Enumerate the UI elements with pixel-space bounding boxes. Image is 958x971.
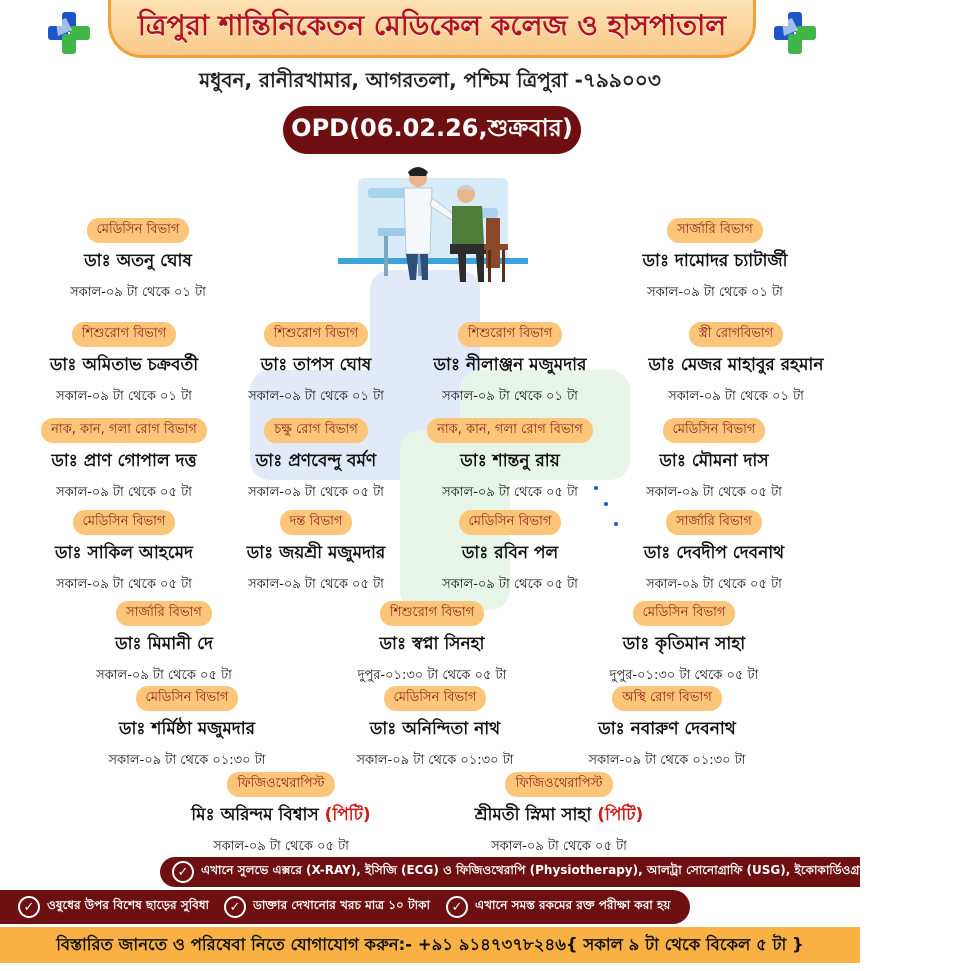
consultation-time: সকাল-০৯ টা থেকে ০১:৩০ টা bbox=[108, 753, 266, 768]
benefit-text: ডাক্তার দেখানোর খরচ মাত্র ১০ টাকা bbox=[253, 898, 430, 912]
doctor-name: ডাঃ মিমানী দে bbox=[115, 634, 213, 654]
consultation-time: সকাল-০৯ টা থেকে ০১ টা bbox=[70, 285, 206, 300]
consultation-time: সকাল-০৯ টা থেকে ০৫ টা bbox=[213, 839, 349, 854]
doctor-card bbox=[600, 218, 830, 304]
doctor-card bbox=[322, 601, 542, 687]
facilities-text: এখানে সুলভে এক্সরে (X-RAY), ইসিজি (ECG) ও ফিজিওথেরাপি (Physiotherapy), আলট্রা সোনোগ্রাফি (USG), ইকোকার্ডিওগ্রাফি (ECO) করা হয় bbox=[201, 863, 958, 877]
consultation-time: সকাল-০৯ টা থেকে ০১:৩০ টা bbox=[588, 753, 746, 768]
benefit-item bbox=[224, 896, 430, 918]
doctor-card bbox=[156, 772, 406, 858]
doctor-card bbox=[614, 418, 814, 504]
consultation-time: সকাল-০৯ টা থেকে ০১ টা bbox=[442, 389, 578, 404]
doctor-name: ডাঃ নবারুণ দেবনাথ bbox=[598, 719, 736, 739]
department-badge: মেডিসিন বিভাগ bbox=[459, 510, 562, 535]
department-badge: শিশুরোগ বিভাগ bbox=[72, 322, 176, 347]
department-badge: সার্জারি বিভাগ bbox=[667, 218, 763, 243]
benefit-text: ওষুধের উপর বিশেষ ছাড়ের সুবিধা bbox=[47, 898, 210, 912]
doctor-card bbox=[552, 686, 782, 772]
doctor-name bbox=[475, 802, 644, 830]
consultation-time: সকাল-০৯ টা থেকে ০১ টা bbox=[56, 389, 192, 404]
pt-suffix: (পিটি) bbox=[324, 805, 371, 825]
department-badge: দন্ত বিভাগ bbox=[280, 510, 353, 535]
department-badge: শিশুরোগ বিভাগ bbox=[458, 322, 562, 347]
hospital-logo-left-icon bbox=[46, 10, 92, 56]
consultation-time: সকাল-০৯ টা থেকে ০৫ টা bbox=[442, 577, 578, 592]
doctor-card bbox=[320, 686, 550, 772]
doctor-card bbox=[216, 418, 416, 504]
department-badge: নাক, কান, গলা রোগ বিভাগ bbox=[427, 418, 593, 443]
consultation-time: সকাল-০৯ টা থেকে ০১:৩০ টা bbox=[356, 753, 514, 768]
doctor-card bbox=[574, 601, 794, 687]
consultation-time: সকাল-০৯ টা থেকে ০৫ টা bbox=[442, 485, 578, 500]
doctor-card bbox=[400, 510, 620, 596]
doctor-card bbox=[64, 601, 264, 687]
doctor-patient-illustration bbox=[338, 158, 528, 290]
doctor-name: ডাঃ কৃতিমান সাহা bbox=[622, 634, 746, 654]
doctor-card bbox=[614, 510, 814, 596]
consultation-time: সকাল-০৯ টা থেকে ০১ টা bbox=[668, 389, 804, 404]
consultation-time: সকাল-০৯ টা থেকে ০৫ টা bbox=[96, 668, 232, 683]
doctor-name: ডাঃ অতনু ঘোষ bbox=[84, 251, 192, 271]
department-badge: মেডিসিন বিভাগ bbox=[663, 418, 766, 443]
doctor-card bbox=[14, 322, 234, 408]
consultation-time: সকাল-০৯ টা থেকে ০১ টা bbox=[647, 285, 783, 300]
department-badge: স্ত্রী রোগবিভাগ bbox=[689, 322, 783, 347]
doctor-name: ডাঃ জয়শ্রী মজুমদার bbox=[246, 543, 386, 563]
department-badge: মেডিসিন বিভাগ bbox=[73, 510, 176, 535]
doctor-name bbox=[191, 802, 370, 830]
hospital-title: ত্রিপুরা শান্তিনিকেতন মেডিকেল কলেজ ও হাসপাতাল bbox=[108, 0, 756, 58]
consultation-time: সকাল-০৯ টা থেকে ০১ টা bbox=[248, 389, 384, 404]
doctor-card bbox=[216, 322, 416, 408]
doctor-name: ডাঃ শর্মিষ্ঠা মজুমদার bbox=[118, 719, 255, 739]
department-badge: শিশুরোগ বিভাগ bbox=[380, 601, 484, 626]
pt-suffix: (পিটি) bbox=[597, 805, 644, 825]
benefits-banner bbox=[0, 890, 690, 924]
doctor-name: ডাঃ রবিন পল bbox=[461, 543, 559, 563]
benefit-text: এখানে সমস্ত রকমের রক্ত পরীক্ষা করা হয় bbox=[475, 898, 671, 912]
department-badge: অস্থি রোগ বিভাগ bbox=[612, 686, 722, 711]
doctor-card bbox=[614, 322, 858, 408]
department-badge: মেডিসিন বিভাগ bbox=[633, 601, 736, 626]
department-badge: সার্জারি বিভাগ bbox=[666, 510, 762, 535]
doctor-name: ডাঃ প্রাণ গোপাল দত্ত bbox=[51, 451, 197, 471]
doctor-card bbox=[28, 218, 248, 304]
doctor-name: ডাঃ স্বপ্না সিনহা bbox=[379, 634, 485, 654]
doctor-name: ডাঃ তাপস ঘোষ bbox=[260, 355, 372, 375]
doctor-name: ডাঃ অমিতাভ চক্রবর্তী bbox=[49, 355, 199, 375]
consultation-time: সকাল-০৯ টা থেকে ০৫ টা bbox=[56, 485, 192, 500]
check-icon: ✓ bbox=[172, 861, 194, 883]
consultation-time: সকাল-০৯ টা থেকে ০৫ টা bbox=[646, 577, 782, 592]
check-icon: ✓ bbox=[18, 896, 40, 918]
department-badge: শিশুরোগ বিভাগ bbox=[264, 322, 368, 347]
doctor-card bbox=[434, 772, 684, 858]
hospital-address: মধুবন, রানীরখামার, আগরতলা, পশ্চিম ত্রিপুরা -৭৯৯০০৩ bbox=[199, 68, 661, 92]
consultation-time: দুপুর-০১:৩০ টা থেকে ০৫ টা bbox=[609, 668, 759, 683]
consultation-time: সকাল-০৯ টা থেকে ০৫ টা bbox=[248, 577, 384, 592]
opd-date-badge: OPD(06.02.26,শুক্রবার) bbox=[283, 106, 581, 154]
doctor-card bbox=[72, 686, 302, 772]
consultation-time: দুপুর-০১:৩০ টা থেকে ০৫ টা bbox=[357, 668, 507, 683]
department-badge: মেডিসিন বিভাগ bbox=[136, 686, 239, 711]
hospital-logo-right-icon bbox=[772, 10, 818, 56]
check-icon: ✓ bbox=[224, 896, 246, 918]
department-badge: সার্জারি বিভাগ bbox=[116, 601, 212, 626]
benefit-item bbox=[18, 896, 209, 918]
doctor-card bbox=[400, 418, 620, 504]
doctor-card bbox=[14, 418, 234, 504]
facilities-banner bbox=[160, 857, 958, 887]
doctor-name: ডাঃ নীলাঞ্জন মজুমদার bbox=[433, 355, 587, 375]
consultation-time: সকাল-০৯ টা থেকে ০৫ টা bbox=[56, 577, 192, 592]
doctor-name: ডাঃ সাকিল আহমেদ bbox=[55, 543, 193, 563]
department-badge: নাক, কান, গলা রোগ বিভাগ bbox=[41, 418, 207, 443]
doctor-name: ডাঃ প্রণবেন্দু বর্মণ bbox=[255, 451, 377, 471]
doctor-name: ডাঃ শান্তনু রায় bbox=[460, 451, 560, 471]
department-badge: চক্ষু রোগ বিভাগ bbox=[264, 418, 367, 443]
department-badge: মেডিসিন বিভাগ bbox=[87, 218, 190, 243]
consultation-time: সকাল-০৯ টা থেকে ০৫ টা bbox=[646, 485, 782, 500]
doctor-name-text: শ্রীমতী স্নিমা সাহা bbox=[474, 805, 592, 825]
doctor-name: ডাঃ দামোদর চ্যাটার্জী bbox=[642, 251, 788, 271]
department-badge: ফিজিওথেরাপিস্ট bbox=[505, 772, 612, 797]
consultation-time: সকাল-০৯ টা থেকে ০৫ টা bbox=[248, 485, 384, 500]
consultation-time: সকাল-০৯ টা থেকে ০৫ টা bbox=[491, 839, 627, 854]
doctor-card bbox=[216, 510, 416, 596]
department-badge: মেডিসিন বিভাগ bbox=[384, 686, 487, 711]
doctor-name: ডাঃ অনিন্দিতা নাথ bbox=[369, 719, 501, 739]
doctor-name: ডাঃ মৌমনা দাস bbox=[659, 451, 769, 471]
doctor-name: ডাঃ মেজর মাহাবুর রহমান bbox=[648, 355, 824, 375]
doctor-name: ডাঃ দেবদীপ দেবনাথ bbox=[643, 543, 785, 563]
doctor-card bbox=[14, 510, 234, 596]
department-badge: ফিজিওথেরাপিস্ট bbox=[227, 772, 334, 797]
benefit-item bbox=[446, 896, 670, 918]
doctor-name-text: মিঃ অরিন্দম বিশ্বাস bbox=[191, 805, 319, 825]
doctor-card bbox=[400, 322, 620, 408]
check-icon: ✓ bbox=[446, 896, 468, 918]
contact-banner: বিস্তারিত জানতে ও পরিষেবা নিতে যোগাযোগ করুন:- +৯১ ৯১৪৭৩৭৮২৪৬{ সকাল ৯ টা থেকে বিকেল ৫ টা } bbox=[0, 927, 860, 963]
